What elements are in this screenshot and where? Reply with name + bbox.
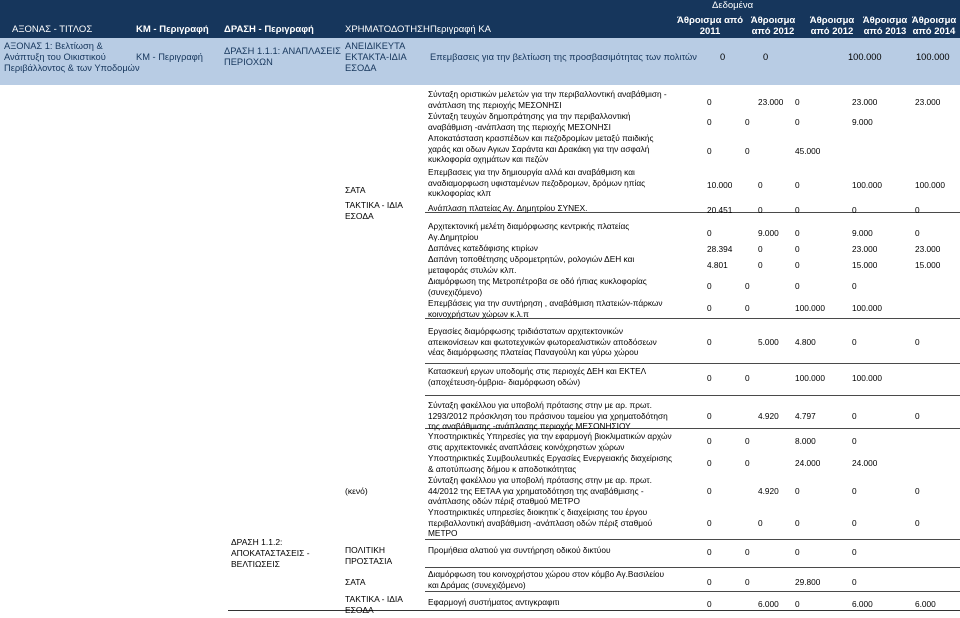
- table-header: [0, 0, 960, 38]
- row-description: Κατασκευή εργων υποδομής στις περιοχές ΔΕΗ και ΕΚΤΕΛ (αποχέτευση-όμβρια- διαμόρφωση οδών): [428, 366, 647, 387]
- band-value-2011: 0: [720, 52, 726, 62]
- row-value: 6.000: [852, 599, 873, 609]
- band-value-2012-report: 0: [763, 52, 769, 62]
- row-value: 0: [707, 599, 712, 609]
- header-ka-description[interactable]: Περιγραφή ΚΑ: [430, 24, 492, 35]
- header-axis-title[interactable]: ΑΞΟΝΑΣ - ΤΙΤΛΟΣ: [12, 24, 93, 35]
- row-value: 0: [758, 205, 763, 215]
- row-value: 0: [745, 281, 750, 291]
- km-description: ΚΜ - Περιγραφή: [136, 52, 203, 62]
- row-value: 0: [915, 518, 920, 528]
- row-value: 0: [795, 205, 800, 215]
- row-value: 23.000: [852, 244, 878, 254]
- band-description: Επεμβασεις για την βελτίωση της προσβασιμότητας των πολιτών: [430, 52, 697, 62]
- row-value: 0: [707, 373, 712, 383]
- row-value: 9.000: [852, 117, 873, 127]
- header-year-2014[interactable]: Άθροισμα από 2014: [911, 15, 957, 37]
- row-description: Σύνταξη φακέλλου για υποβολή πρότασης στην με αρ. πρωτ. 1293/2012 πρόσκληση του πράσινου ταμείου για χρηματοδότηση της αναβάθμισης -ανάπλασης περιοχής ΜΕΣΟΝΗΣΙΟΥ: [428, 400, 668, 431]
- row-value: 4.801: [707, 260, 728, 270]
- row-value: 0: [707, 436, 712, 446]
- row-value: 23.000: [915, 244, 941, 254]
- row-value: 0: [707, 146, 712, 156]
- band-value-2014: 100.000: [916, 52, 950, 62]
- row-value: 100.000: [795, 303, 825, 313]
- row-value: 0: [707, 97, 712, 107]
- row-value: 9.000: [758, 228, 779, 238]
- row-value: 23.000: [852, 97, 878, 107]
- header-year-2012-paid[interactable]: Άθροισμα από 2012: [809, 15, 855, 37]
- row-value: 20.451: [707, 205, 733, 215]
- row-value: 0: [707, 577, 712, 587]
- row-value: 0: [758, 260, 763, 270]
- row-value: 0: [745, 303, 750, 313]
- row-value: 0: [852, 518, 857, 528]
- row-value: 0: [852, 205, 857, 215]
- row-description: Προμήθεια αλατιού για συντήρηση οδικού δικτύου: [428, 545, 611, 555]
- row-description: Υποστηρικτικές Συμβουλευτικές Εργασίες Ενεργειακής διαχείρισης & αποτύπωσης δήμου κ αποδοτικότητας: [428, 453, 673, 474]
- row-value: 0: [707, 117, 712, 127]
- row-description: Υποστηρικτικές Υπηρεσίες για την εφαρμογή βιοκλιματικών αρχών στις αρχιτεκτονικές αναπλάσεις κοινόχρηστων χώρων: [428, 431, 672, 452]
- row-value: 4.797: [795, 411, 816, 421]
- row-value: 0: [795, 599, 800, 609]
- row-description: Διαμόρφωση του κοινοχρήστου χώρου στον κόμβο Αγ.Βασιλείου και Δράμας (συνεχιζόμενο): [428, 569, 665, 590]
- row-value: 0: [707, 281, 712, 291]
- row-value: 15.000: [852, 260, 878, 270]
- financing-sata-2: ΣΑΤΑ: [345, 577, 366, 587]
- axis-title: ΑΞΟΝΑΣ 1: Βελτίωση & Ανάπτυξη του Οικιστικού Περιβάλλοντος & των Υποδομών: [4, 41, 140, 73]
- row-description: Εργασίες διαμόρφωσης τριδιάστατων αρχιτεκτονικών απεικονίσεων και φωτοτεχνικών φωτορεαλιστικών αποδόσεων νέας διαμόρφωσης πλατείας Παναγούλη και γύρω χώρου: [428, 326, 657, 357]
- row-description: Διαμόρφωση της Μετροπέτροβα σε οδό ήπιας κυκλοφορίας (συνεχιζόμενο): [428, 276, 647, 297]
- row-description: Σύνταξη τευχών δημοπράτησης για την περιβαλλοντική αναβάθμιση -ανάπλαση της περιοχής ΜΕΣΟΝΗΣΙ: [428, 111, 631, 132]
- financing-sata: ΣΑΤΑ: [345, 185, 366, 195]
- axis-summary-row: [0, 38, 960, 85]
- header-year-2012-report[interactable]: Άθροισμα από 2012: [750, 15, 796, 37]
- row-value: 0: [707, 228, 712, 238]
- row-value: 0: [795, 547, 800, 557]
- row-value: 0: [795, 486, 800, 496]
- header-data-label[interactable]: Δεδομένα: [712, 0, 754, 11]
- row-value: 100.000: [852, 303, 882, 313]
- header-drasi[interactable]: ΔΡΑΣΗ - Περιγραφή: [224, 24, 314, 35]
- header-year-2013[interactable]: Άθροισμα από 2013: [862, 15, 908, 37]
- row-value: 0: [758, 244, 763, 254]
- row-value: 28.394: [707, 244, 733, 254]
- row-value: 0: [707, 337, 712, 347]
- row-value: 24.000: [795, 458, 821, 468]
- row-description: Σύνταξη οριστικών μελετών για την περιβαλλοντική αναβάθμιση - ανάπλαση της περιοχής ΜΕΣΟΝΗΣΙ: [428, 89, 667, 110]
- row-value: 0: [707, 411, 712, 421]
- row-value: 0: [795, 281, 800, 291]
- row-value: 100.000: [852, 373, 882, 383]
- row-value: 0: [745, 547, 750, 557]
- row-value: 0: [852, 281, 857, 291]
- row-value: 0: [852, 577, 857, 587]
- row-value: 0: [745, 577, 750, 587]
- row-value: 15.000: [915, 260, 941, 270]
- row-value: 5.000: [758, 337, 779, 347]
- row-value: 0: [795, 260, 800, 270]
- financing-taktika: ΤΑΚΤΙΚΑ - ΙΔΙΑ ΕΣΟΔΑ: [345, 200, 403, 221]
- drasi-1-1-2: ΔΡΑΣΗ 1.1.2: ΑΠΟΚΑΤΑΣΤΑΣΕΙΣ - ΒΕΛΤΙΩΣΕΙΣ: [231, 537, 310, 569]
- row-value: 0: [707, 486, 712, 496]
- row-value: 4.920: [758, 411, 779, 421]
- row-description: Εφαρμογή συστήματος αντιγκραφιτι: [428, 597, 560, 607]
- row-description: Αρχιτεκτονική μελέτη διαμόρφωσης κεντρικής πλατείας Αγ.Δημητρίου: [428, 221, 630, 242]
- row-value: 23.000: [915, 97, 941, 107]
- row-value: 4.800: [795, 337, 816, 347]
- row-value: 0: [758, 518, 763, 528]
- row-value: 0: [758, 180, 763, 190]
- row-value: 0: [745, 117, 750, 127]
- row-value: 29.800: [795, 577, 821, 587]
- row-value: 0: [707, 547, 712, 557]
- row-value: 0: [707, 303, 712, 313]
- row-value: 0: [745, 146, 750, 156]
- row-value: 0: [915, 411, 920, 421]
- row-value: 0: [852, 337, 857, 347]
- band-value-2013: 100.000: [848, 52, 882, 62]
- row-value: 9.000: [852, 228, 873, 238]
- row-value: 0: [852, 547, 857, 557]
- financing-type: ΑΝΕΙΔΙΚΕΥΤΑ ΕΚΤΑΚΤΑ-ΙΔΙΑ ΕΣΟΔΑ: [345, 41, 407, 73]
- header-financing[interactable]: ΧΡΗΜΑΤΟΔΟΤΗΣΗ: [345, 24, 430, 35]
- row-description: Ανάπλαση πλατείας Αγ. Δημητρίου ΣΥΝΕΧ.: [428, 203, 588, 213]
- row-description: Υποστηρικτικές υπηρεσίες διοικητικ΄ς διαχείρισης του έργου περιβαλλοντική αναβάθμιση -ανάπλαση οδών πέριξ σταθμού ΜΕΤΡΟ: [428, 507, 653, 538]
- row-value: 0: [707, 518, 712, 528]
- row-value: 0: [795, 244, 800, 254]
- row-description: Επεμβασεις για την δημιουργία αλλά και αναβάθμιση και αναδιαμορφωση υφισταμένων πεζοδρομων, δρόμων ηπίας κυκλοφορίας κλπ: [428, 167, 646, 198]
- row-value: 0: [852, 411, 857, 421]
- row-value: 6.000: [915, 599, 936, 609]
- row-value: 0: [915, 205, 920, 215]
- row-value: 8.000: [795, 436, 816, 446]
- row-value: 0: [795, 97, 800, 107]
- row-value: 24.000: [852, 458, 878, 468]
- row-value: 0: [795, 117, 800, 127]
- row-value: 10.000: [707, 180, 733, 190]
- row-value: 23.000: [758, 97, 784, 107]
- row-description: Δαπάνες κατεδάφισης κτιρίων: [428, 243, 538, 253]
- row-value: 0: [745, 373, 750, 383]
- row-description: Σύνταξη φακέλλου για υποβολή πρότασης στην με αρ. πρωτ. 44/2012 της ΕΕΤΑΑ για χρηματοδότηση της αναβάθμισης - ανάπλασης οδών πέριξ σταθμού ΜΕΤΡΟ: [428, 475, 652, 506]
- row-description: Επεμβάσεις για την συντήρηση , αναβάθμιση πλατειών-πάρκων κοινοχρήστων χώρων κ.λ.π: [428, 298, 663, 319]
- row-value: 100.000: [795, 373, 825, 383]
- row-value: 0: [795, 518, 800, 528]
- drasi-title: ΔΡΑΣΗ 1.1.1: ΑΝΑΠΛΑΣΕΙΣ ΠΕΡΙΟΧΩΝ: [224, 46, 341, 67]
- row-value: 0: [707, 458, 712, 468]
- row-value: 100.000: [852, 180, 882, 190]
- row-value: 0: [795, 228, 800, 238]
- row-value: 0: [795, 180, 800, 190]
- row-value: 0: [745, 436, 750, 446]
- row-value: 45.000: [795, 146, 821, 156]
- row-value: 0: [852, 436, 857, 446]
- financing-taktika-2: ΤΑΚΤΙΚΑ - ΙΔΙΑ ΕΣΟΔΑ: [345, 594, 403, 615]
- row-value: 100.000: [915, 180, 945, 190]
- row-value: 0: [915, 486, 920, 496]
- row-value: 0: [852, 486, 857, 496]
- row-value: 4.920: [758, 486, 779, 496]
- row-value: 0: [745, 458, 750, 468]
- header-km[interactable]: ΚΜ - Περιγραφή: [136, 24, 209, 35]
- row-value: 6.000: [758, 599, 779, 609]
- row-value: 0: [915, 337, 920, 347]
- financing-empty: (κενό): [345, 486, 368, 496]
- row-value: 0: [915, 228, 920, 238]
- financing-politiki: ΠΟΛΙΤΙΚΗ ΠΡΟΣΤΑΣΙΑ: [345, 545, 393, 566]
- header-year-2011[interactable]: Άθροισμα από 2011: [676, 15, 744, 37]
- row-description: Αποκατάσταση κρασπέδων και πεζοδρομίων μεταξύ παιδικής χαράς και οδων Αγιων Σαράντα και Δρακάκη για την ασφαλή κυκλοφορία οχημάτων και πεζών: [428, 133, 654, 164]
- row-description: Δαπάνη τοποθέτησης υδρομετρητών, ρολογιών ΔΕΗ και μεταφοράς στυλών κλπ.: [428, 254, 635, 275]
